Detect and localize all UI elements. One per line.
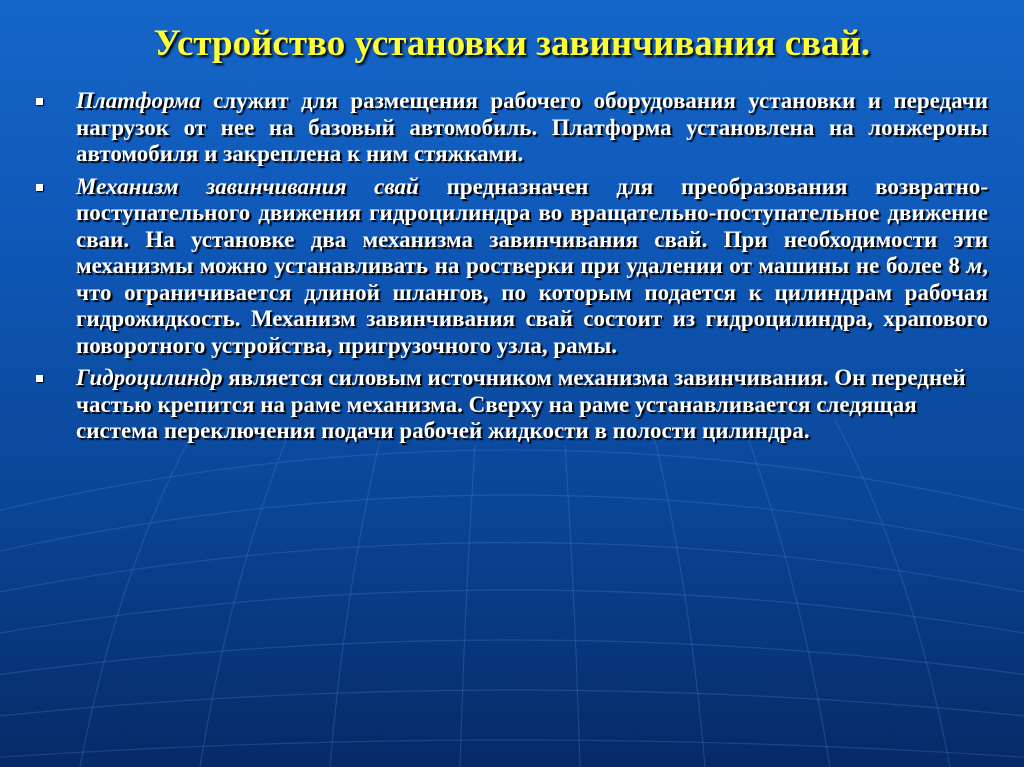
bullet-text: предназначен для преобразования возвратно-поступательного движения гидроцилиндра во вращательно-поступательное движение сваи. На установке два механизма завинчивания свай. При необходимости эти механизмы можно устанавливать на ростверки при удалении от машины не более 8 bbox=[76, 173, 988, 278]
bullet-text: является силовым источником механизма завинчивания. Он передней частью крепится на раме механизма. Сверху на раме устанавливается следящая система переключения подачи рабочей жидкости в полости цилиндра. bbox=[76, 365, 966, 443]
bullet-hydraulic-cylinder bbox=[36, 365, 988, 445]
slide-title: Устройство установки завинчивания свай. bbox=[153, 23, 871, 64]
bullet-screwing-mechanism bbox=[36, 174, 988, 360]
bullet-marker-icon bbox=[36, 375, 43, 382]
bullet-marker-icon bbox=[36, 98, 43, 105]
term-screwing-mechanism: Механизм завинчивания свай bbox=[76, 173, 419, 199]
bullet-text: , что ограничивается длиной шлангов, по которым подается к цилиндрам рабочая гидрожидкость. Механизм завинчивания свай состоит из гидроцилиндра, храпового поворотного устройства, пригрузочного узла, рамы. bbox=[76, 253, 988, 358]
unit-meters: м bbox=[966, 253, 983, 278]
term-platform: Платформа bbox=[76, 88, 201, 113]
bullet-marker-icon bbox=[36, 184, 43, 191]
bullet-list bbox=[36, 88, 988, 451]
term-hydraulic-cylinder: Гидроцилиндр bbox=[76, 365, 223, 390]
bullet-platform bbox=[36, 88, 988, 168]
bullet-text: служит для размещения рабочего оборудования установки и передачи нагрузок от нее на базовый автомобиль. Платформа установлена на лонжероны автомобиля и закреплена к ним стяжками. bbox=[76, 88, 988, 166]
